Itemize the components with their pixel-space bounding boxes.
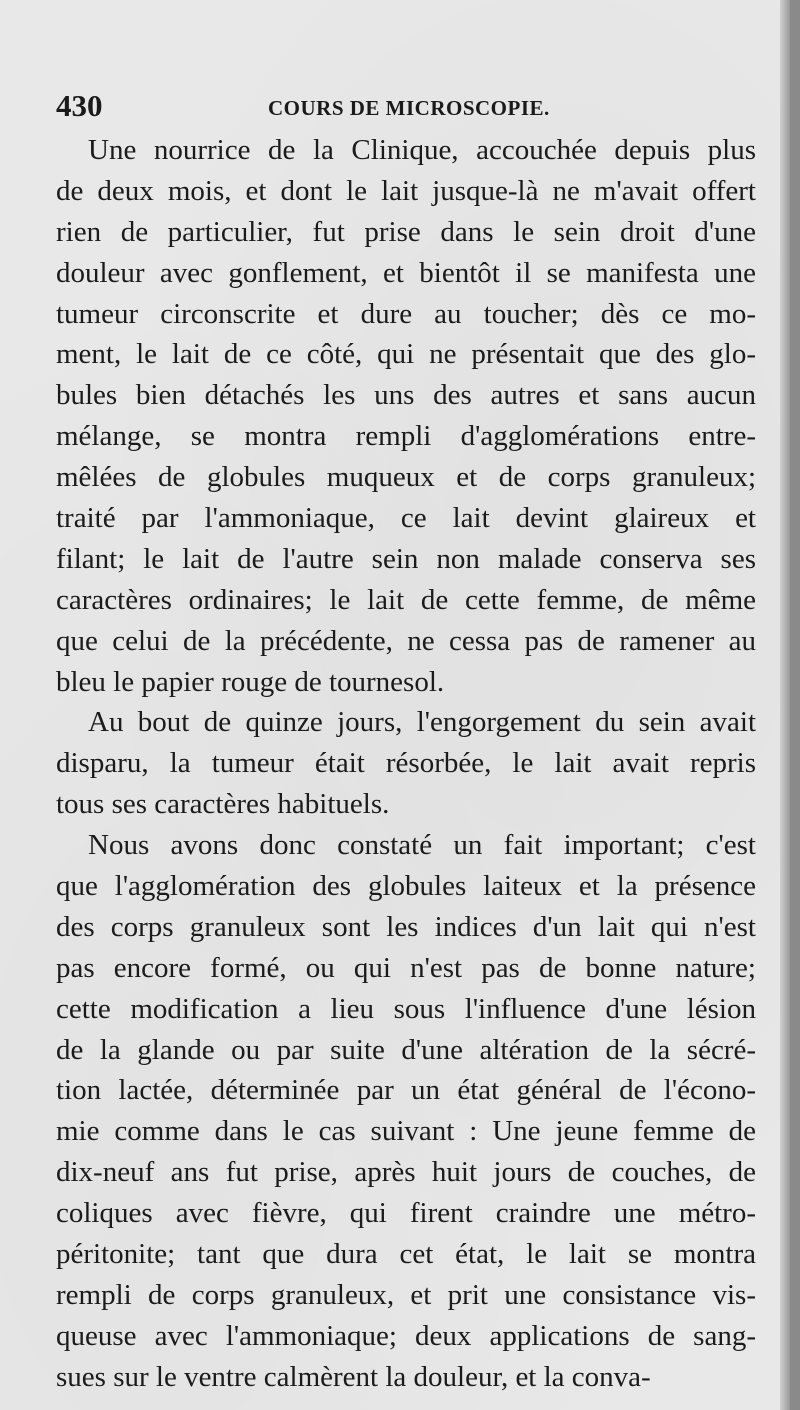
text-line: de deux mois, et dont le lait jusque-là ne m'avait offert (56, 174, 756, 207)
running-title: COURS DE MICROSCOPIE. (268, 96, 550, 120)
text-line: bleu le papier rouge de tournesol. (56, 665, 445, 698)
text-line: sues sur le ventre calmèrent la douleur, et la conva- (56, 1360, 651, 1393)
text-line: pas encore formé, ou qui n'est pas de bonne nature; (56, 951, 756, 984)
text-line: douleur avec gonflement, et bientôt il se manifesta une (56, 256, 756, 289)
text-line: traité par l'ammoniaque, ce lait devint glaireux et (56, 502, 756, 535)
paragraph (56, 825, 756, 1397)
text-line: rempli de corps granuleux, et prit une consistance vis- (56, 1278, 756, 1311)
text-line: péritonite; tant que dura cet état, le lait se montra (56, 1238, 756, 1271)
text-line: tous ses caractères habituels. (56, 788, 390, 821)
text-line: mie comme dans le cas suivant : Une jeune femme de (56, 1115, 756, 1148)
page-number: 430 (56, 88, 103, 123)
text-line: de la glande ou par suite d'une altération de la sécré- (56, 1033, 756, 1066)
text-line: queuse avec l'ammoniaque; deux applications de sang- (56, 1319, 756, 1352)
running-head (0, 88, 790, 124)
text-line: caractères ordinaires; le lait de cette femme, de même (56, 583, 756, 616)
text-line: coliques avec fièvre, qui firent craindre une métro- (56, 1197, 756, 1230)
text-line: disparu, la tumeur était résorbée, le lait avait repris (56, 747, 756, 780)
page-edge (780, 0, 790, 1410)
text-line: tion lactée, déterminée par un état général de l'écono- (56, 1074, 756, 1107)
text-line: mélange, se montra rempli d'agglomérations entre- (56, 420, 756, 453)
text-line: filant; le lait de l'autre sein non malade conserva ses (56, 542, 756, 575)
paragraph (56, 130, 756, 702)
text-line: tumeur circonscrite et dure au toucher; dès ce mo- (56, 297, 756, 330)
text-line: que l'agglomération des globules laiteux et la présence (56, 870, 756, 903)
paragraph (56, 702, 756, 825)
text-line: mêlées de globules muqueux et de corps granuleux; (56, 461, 756, 494)
text-line: bules bien détachés les uns des autres et sans aucun (56, 379, 756, 412)
text-line: des corps granuleux sont les indices d'un lait qui n'est (56, 910, 756, 943)
text-line: Nous avons donc constaté un fait important; c'est (88, 829, 756, 862)
text-line: rien de particulier, fut prise dans le sein droit d'une (56, 215, 756, 248)
text-line: ment, le lait de ce côté, qui ne présentait que des glo- (56, 338, 756, 371)
text-line: Au bout de quinze jours, l'engorgement du sein avait (88, 706, 756, 739)
text-line: cette modification a lieu sous l'influence d'une lésion (56, 992, 756, 1025)
body-text (56, 130, 756, 1398)
text-line: dix-neuf ans fut prise, après huit jours de couches, de (56, 1156, 756, 1189)
text-line: que celui de la précédente, ne cessa pas de ramener au (56, 624, 756, 657)
text-line: Une nourrice de la Clinique, accouchée depuis plus (88, 134, 756, 166)
